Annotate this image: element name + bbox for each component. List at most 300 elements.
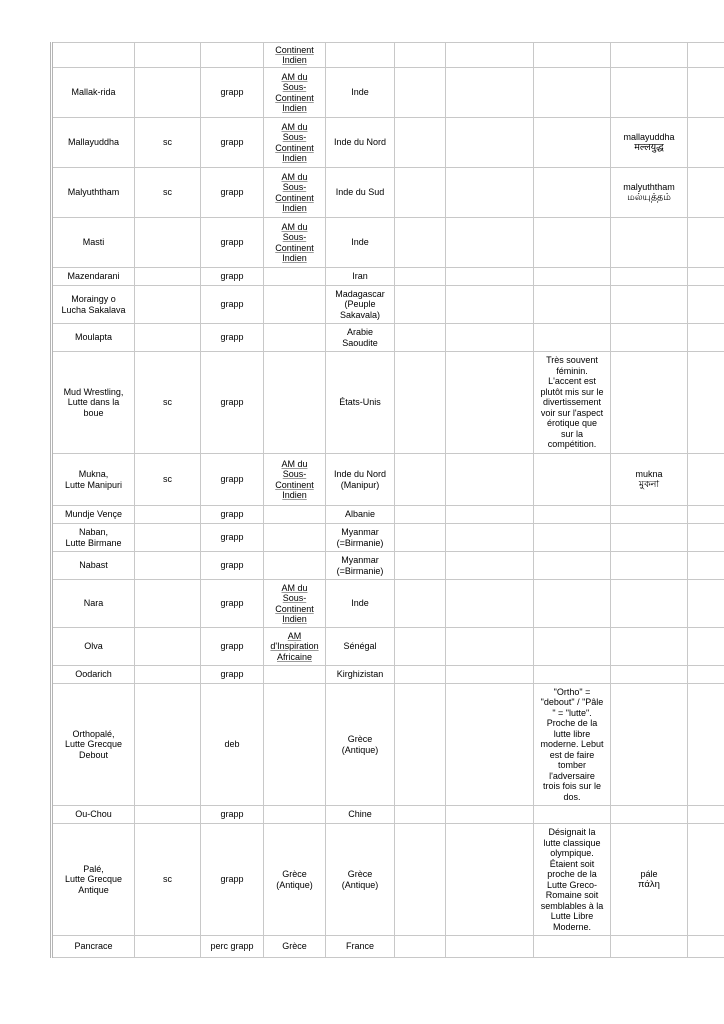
cell-line: Lucha Sakalava xyxy=(61,304,126,315)
cell-line: érotique que xyxy=(546,418,598,429)
notes-cell xyxy=(534,936,611,958)
native-name-cell xyxy=(611,580,688,628)
empty-cell xyxy=(395,268,446,286)
cell-line: Indien xyxy=(282,103,307,113)
cell-line: Chine xyxy=(348,809,372,820)
empty-cell xyxy=(688,506,724,524)
cell-line: Mallayuddha xyxy=(67,137,120,148)
cell-line: Naban, xyxy=(78,527,109,537)
cell-line: lutte classique xyxy=(543,837,601,848)
cell-line: Inde xyxy=(351,87,369,98)
origin-cell xyxy=(264,68,326,118)
sc-cell: sc xyxy=(135,824,201,936)
country-cell xyxy=(326,936,395,958)
country-cell xyxy=(326,68,395,118)
origin-cell xyxy=(264,43,326,68)
name-cell xyxy=(52,666,135,684)
notes-cell xyxy=(534,524,611,552)
cell-line: voir sur l'aspect xyxy=(540,407,604,418)
sc-cell xyxy=(135,524,201,552)
cell-line: sur la xyxy=(560,428,583,439)
table-row xyxy=(52,628,724,666)
cell-line: (Antique) xyxy=(341,879,379,890)
native-name-cell xyxy=(611,824,688,936)
empty-cell xyxy=(395,824,446,936)
cell-line: AM xyxy=(287,630,302,641)
table-row xyxy=(52,684,724,806)
notes-cell xyxy=(534,286,611,324)
table-row xyxy=(52,524,724,552)
native-name-cell xyxy=(611,628,688,666)
empty-cell xyxy=(446,666,534,684)
cell-line: Kirghizistan xyxy=(336,669,384,680)
name-cell xyxy=(52,118,135,168)
native-name-cell xyxy=(611,936,688,958)
empty-cell xyxy=(446,454,534,506)
cell-line: L'accent est xyxy=(548,376,596,387)
country-cell xyxy=(326,666,395,684)
table-row xyxy=(52,218,724,268)
cell-line: Africaine xyxy=(276,651,312,662)
country-cell xyxy=(326,824,395,936)
table-body xyxy=(52,43,724,958)
sc-cell xyxy=(135,324,201,352)
country-cell xyxy=(326,352,395,454)
country-cell xyxy=(326,684,395,806)
native-name-cell xyxy=(611,524,688,552)
empty-cell xyxy=(446,684,534,806)
native-name-cell xyxy=(611,552,688,580)
type-cell: grapp xyxy=(201,168,264,218)
empty-cell xyxy=(688,552,724,580)
cell-line: Grèce xyxy=(282,941,307,952)
type-cell: grapp xyxy=(201,268,264,286)
sc-cell xyxy=(135,684,201,806)
cell-line: divertissement xyxy=(542,397,602,408)
origin-cell xyxy=(264,324,326,352)
cell-line: plutôt mis sur le xyxy=(540,386,604,397)
empty-cell xyxy=(446,352,534,454)
name-cell xyxy=(52,684,135,806)
origin-cell xyxy=(264,628,326,666)
cell-line: Sous- xyxy=(282,132,307,142)
cell-line: Ou-Chou xyxy=(75,809,112,820)
cell-line: Inde du Sud xyxy=(335,187,385,198)
cell-line: Mud Wrestling, xyxy=(63,386,124,397)
cell-line: Oodarich xyxy=(75,669,112,680)
native-name-cell xyxy=(611,218,688,268)
empty-cell xyxy=(446,628,534,666)
table-row xyxy=(52,168,724,218)
cell-line: Proche de la xyxy=(546,718,598,729)
empty-cell xyxy=(395,118,446,168)
table-row xyxy=(52,118,724,168)
sc-cell xyxy=(135,218,201,268)
cell-line: Sous- xyxy=(282,232,307,242)
empty-cell xyxy=(688,68,724,118)
table-row xyxy=(52,324,724,352)
cell-line: Sénégal xyxy=(343,641,377,652)
empty-cell xyxy=(395,552,446,580)
country-cell xyxy=(326,218,395,268)
cell-line: Mundje Vençe xyxy=(64,509,123,520)
cell-line: "debout" / "Pâle xyxy=(540,697,604,708)
cell-line: " = "lutte". xyxy=(552,707,592,718)
cell-line: Myanmar xyxy=(341,555,379,565)
cell-line: Nabast xyxy=(79,560,108,571)
cell-line: Grèce xyxy=(347,734,373,744)
empty-cell xyxy=(446,168,534,218)
name-cell xyxy=(52,506,135,524)
country-cell xyxy=(326,580,395,628)
empty-cell xyxy=(688,666,724,684)
cell-line: semblables à la xyxy=(540,900,604,911)
sc-cell xyxy=(135,268,201,286)
origin-cell xyxy=(264,824,326,936)
country-cell xyxy=(326,454,395,506)
type-cell: perc grapp xyxy=(201,936,264,958)
cell-line: AM du xyxy=(281,221,308,232)
cell-line: Albanie xyxy=(344,509,376,520)
cell-line: Lutte Grecque xyxy=(64,874,123,885)
cell-line: Sous- xyxy=(282,182,307,192)
table-row-partial xyxy=(52,43,724,68)
name-cell xyxy=(52,352,135,454)
origin-cell xyxy=(264,684,326,806)
cell-line: (Peuple xyxy=(344,299,376,310)
cell-line: Lutte Manipuri xyxy=(64,479,123,490)
country-cell xyxy=(326,268,395,286)
table-row xyxy=(52,352,724,454)
empty-cell xyxy=(446,324,534,352)
native-transliteration: pále xyxy=(640,869,658,879)
type-cell: grapp xyxy=(201,454,264,506)
notes-cell xyxy=(534,580,611,628)
cell-line: Malyuththam xyxy=(67,187,120,198)
country-cell xyxy=(326,524,395,552)
empty-cell xyxy=(688,806,724,824)
empty-cell xyxy=(688,168,724,218)
type-cell: grapp xyxy=(201,218,264,268)
empty-cell xyxy=(395,352,446,454)
cell-line: Madagascar xyxy=(335,288,385,299)
name-cell xyxy=(52,454,135,506)
cell-line: (Antique) xyxy=(276,879,313,890)
name-cell xyxy=(52,68,135,118)
empty-cell xyxy=(446,806,534,824)
martial-arts-table xyxy=(50,42,724,958)
cell-line: AM du xyxy=(281,171,308,182)
country-cell xyxy=(326,286,395,324)
native-script: மல்யுத்தம் xyxy=(627,191,671,203)
cell-line: Très souvent xyxy=(546,355,598,366)
notes-cell xyxy=(534,168,611,218)
cell-line: "Ortho" = xyxy=(553,686,591,697)
empty-cell xyxy=(395,218,446,268)
sc-cell: sc xyxy=(135,352,201,454)
sc-cell xyxy=(135,806,201,824)
notes-cell xyxy=(534,68,611,118)
table-row xyxy=(52,936,724,958)
cell-line: Lutte Libre xyxy=(550,911,594,921)
cell-line: Arabie xyxy=(346,327,373,337)
origin-cell xyxy=(264,506,326,524)
type-cell: grapp xyxy=(201,524,264,552)
name-cell xyxy=(52,168,135,218)
native-name-cell xyxy=(611,666,688,684)
cell-line: compétition. xyxy=(547,439,597,450)
cell-line: Indien xyxy=(282,203,307,213)
empty-cell xyxy=(395,506,446,524)
country-cell xyxy=(326,324,395,352)
cell-line: Continent xyxy=(275,92,314,103)
empty-cell xyxy=(688,524,724,552)
empty-cell xyxy=(688,218,724,268)
native-name-cell xyxy=(611,118,688,168)
cell-line: Masti xyxy=(82,237,105,248)
cell-line: Nara xyxy=(83,598,104,609)
empty-cell xyxy=(688,118,724,168)
empty-cell xyxy=(446,580,534,628)
empty-cell xyxy=(395,806,446,824)
cell-line: Étaient soit xyxy=(549,858,595,869)
type-cell: grapp xyxy=(201,824,264,936)
cell-line: Mukna, xyxy=(78,469,109,479)
type-cell: grapp xyxy=(201,118,264,168)
notes-cell xyxy=(534,506,611,524)
origin-cell xyxy=(264,286,326,324)
empty-cell xyxy=(446,524,534,552)
notes-cell xyxy=(534,666,611,684)
origin-line: Continent xyxy=(275,44,314,55)
name-cell xyxy=(52,524,135,552)
empty-cell xyxy=(395,524,446,552)
cell-line: Désignait la xyxy=(548,827,596,837)
native-name-cell xyxy=(611,324,688,352)
empty-cell xyxy=(446,268,534,286)
origin-line: Indien xyxy=(282,55,307,65)
native-name-cell xyxy=(611,168,688,218)
empty-cell xyxy=(395,68,446,118)
native-name-cell xyxy=(611,352,688,454)
cell-line: Continent xyxy=(275,242,314,253)
cell-line: Lutte Birmane xyxy=(65,537,122,548)
empty-cell xyxy=(446,286,534,324)
cell-line: Grèce xyxy=(347,869,373,879)
cell-line: moderne. Lebut xyxy=(540,739,604,750)
cell-line: Inde du Nord xyxy=(333,469,387,479)
cell-line: Moraingy o xyxy=(71,294,116,304)
cell-line: est de faire xyxy=(549,749,595,760)
table-row xyxy=(52,286,724,324)
empty-cell xyxy=(688,628,724,666)
empty-cell xyxy=(446,118,534,168)
sc-cell xyxy=(135,666,201,684)
cell-line: Moulapta xyxy=(74,332,113,343)
origin-cell xyxy=(264,936,326,958)
type-cell: grapp xyxy=(201,628,264,666)
name-cell xyxy=(52,806,135,824)
table-row xyxy=(52,552,724,580)
cell-line: olympique. xyxy=(550,848,594,858)
empty-cell xyxy=(688,352,724,454)
empty-cell xyxy=(395,324,446,352)
notes-cell xyxy=(534,118,611,168)
type-cell: grapp xyxy=(201,68,264,118)
notes-cell xyxy=(534,324,611,352)
native-transliteration: mallayuddha xyxy=(623,132,675,142)
native-script: मल्लयुद्ध xyxy=(634,141,664,153)
origin-cell xyxy=(264,666,326,684)
type-cell: grapp xyxy=(201,580,264,628)
type-cell: grapp xyxy=(201,352,264,454)
native-transliteration: malyuththam xyxy=(623,182,675,192)
name-cell xyxy=(52,824,135,936)
cell-line: Debout xyxy=(78,749,109,760)
type-cell: grapp xyxy=(201,286,264,324)
type-cell: grapp xyxy=(201,552,264,580)
name-cell xyxy=(52,268,135,286)
country-cell xyxy=(326,168,395,218)
country-cell xyxy=(326,806,395,824)
table-row xyxy=(52,824,724,936)
cell-line: Lutte Grecque xyxy=(64,739,123,750)
table-row xyxy=(52,454,724,506)
sc-cell xyxy=(135,286,201,324)
cell-line: Sous- xyxy=(282,469,307,479)
name-cell xyxy=(52,324,135,352)
empty-cell xyxy=(395,580,446,628)
table-row xyxy=(52,666,724,684)
name-cell xyxy=(52,628,135,666)
table-row xyxy=(52,68,724,118)
cell-line: Iran xyxy=(352,271,368,282)
sc-cell xyxy=(135,68,201,118)
empty-cell xyxy=(446,936,534,958)
sc-cell xyxy=(135,552,201,580)
native-name-cell xyxy=(611,506,688,524)
cell-line: Continent xyxy=(275,479,314,490)
cell-line: lutte libre xyxy=(553,728,591,739)
document-page xyxy=(50,42,680,958)
name-cell xyxy=(52,286,135,324)
notes-cell xyxy=(534,806,611,824)
origin-cell xyxy=(264,218,326,268)
empty-cell xyxy=(395,684,446,806)
empty-cell xyxy=(688,268,724,286)
native-script: πάλη xyxy=(638,878,660,890)
cell-line: Continent xyxy=(275,603,314,614)
native-name-cell xyxy=(611,806,688,824)
country-cell xyxy=(326,552,395,580)
notes-cell xyxy=(534,824,611,936)
cell-line: Grèce xyxy=(282,869,307,879)
cell-line: Lutte Greco- xyxy=(546,879,598,890)
cell-line: AM du xyxy=(281,458,308,469)
notes-cell xyxy=(534,628,611,666)
native-name-cell xyxy=(611,454,688,506)
empty-cell xyxy=(688,824,724,936)
sc-cell xyxy=(135,580,201,628)
type-cell: grapp xyxy=(201,806,264,824)
cell-line: Sakavala) xyxy=(339,309,381,320)
cell-line: Lutte dans la xyxy=(67,397,120,408)
native-name-cell xyxy=(611,68,688,118)
type-cell: grapp xyxy=(201,324,264,352)
cell-line: Inde xyxy=(351,237,369,248)
table-row xyxy=(52,506,724,524)
cell-line: (=Birmanie) xyxy=(336,537,384,548)
country-cell xyxy=(326,118,395,168)
cell-line: proche de la xyxy=(547,869,597,879)
cell-line: AM du xyxy=(281,71,308,82)
cell-line: Inde xyxy=(351,598,369,609)
sc-cell: sc xyxy=(135,168,201,218)
cell-line: AM du xyxy=(281,582,308,593)
name-cell xyxy=(52,580,135,628)
notes-cell xyxy=(534,352,611,454)
cell-line: tomber xyxy=(557,760,586,771)
country-cell xyxy=(326,506,395,524)
empty-cell xyxy=(395,286,446,324)
empty-cell xyxy=(446,506,534,524)
cell-line: (=Birmanie) xyxy=(336,565,384,576)
cell-line: Indien xyxy=(282,253,307,263)
cell-line: boue xyxy=(83,407,104,418)
notes-cell xyxy=(534,268,611,286)
notes-cell xyxy=(534,552,611,580)
empty-cell xyxy=(446,552,534,580)
notes-cell xyxy=(534,454,611,506)
empty-cell xyxy=(395,628,446,666)
type-cell: grapp xyxy=(201,506,264,524)
origin-cell xyxy=(264,168,326,218)
native-name-cell xyxy=(611,684,688,806)
name-cell xyxy=(52,218,135,268)
cell-line: d'Inspiration xyxy=(270,641,319,652)
empty-cell xyxy=(446,218,534,268)
cell-line: Saoudite xyxy=(342,337,378,348)
name-cell xyxy=(52,552,135,580)
native-script: মুকনা xyxy=(638,478,660,490)
origin-cell xyxy=(264,524,326,552)
cell-line: trois fois sur le xyxy=(542,781,602,792)
cell-line: Continent xyxy=(275,142,314,153)
empty-cell xyxy=(395,666,446,684)
cell-line: l'adversaire xyxy=(549,770,595,781)
origin-cell xyxy=(264,268,326,286)
empty-cell xyxy=(688,936,724,958)
empty-cell xyxy=(688,454,724,506)
origin-cell xyxy=(264,806,326,824)
cell-line: Orthopalé, xyxy=(72,728,115,739)
notes-cell xyxy=(534,684,611,806)
cell-line: Indien xyxy=(282,490,307,500)
notes-cell xyxy=(534,218,611,268)
cell-line: Mazendarani xyxy=(67,271,120,282)
empty-cell xyxy=(688,580,724,628)
empty-cell xyxy=(395,454,446,506)
sc-cell xyxy=(135,936,201,958)
cell-line: Moderne. xyxy=(552,921,592,932)
cell-line: (Manipur) xyxy=(340,479,380,490)
cell-line: Palé, xyxy=(83,863,104,874)
cell-line: Pancrace xyxy=(74,941,113,952)
origin-cell xyxy=(264,118,326,168)
empty-cell xyxy=(395,168,446,218)
native-transliteration: mukna xyxy=(635,469,663,479)
cell-line: Indien xyxy=(282,614,307,624)
